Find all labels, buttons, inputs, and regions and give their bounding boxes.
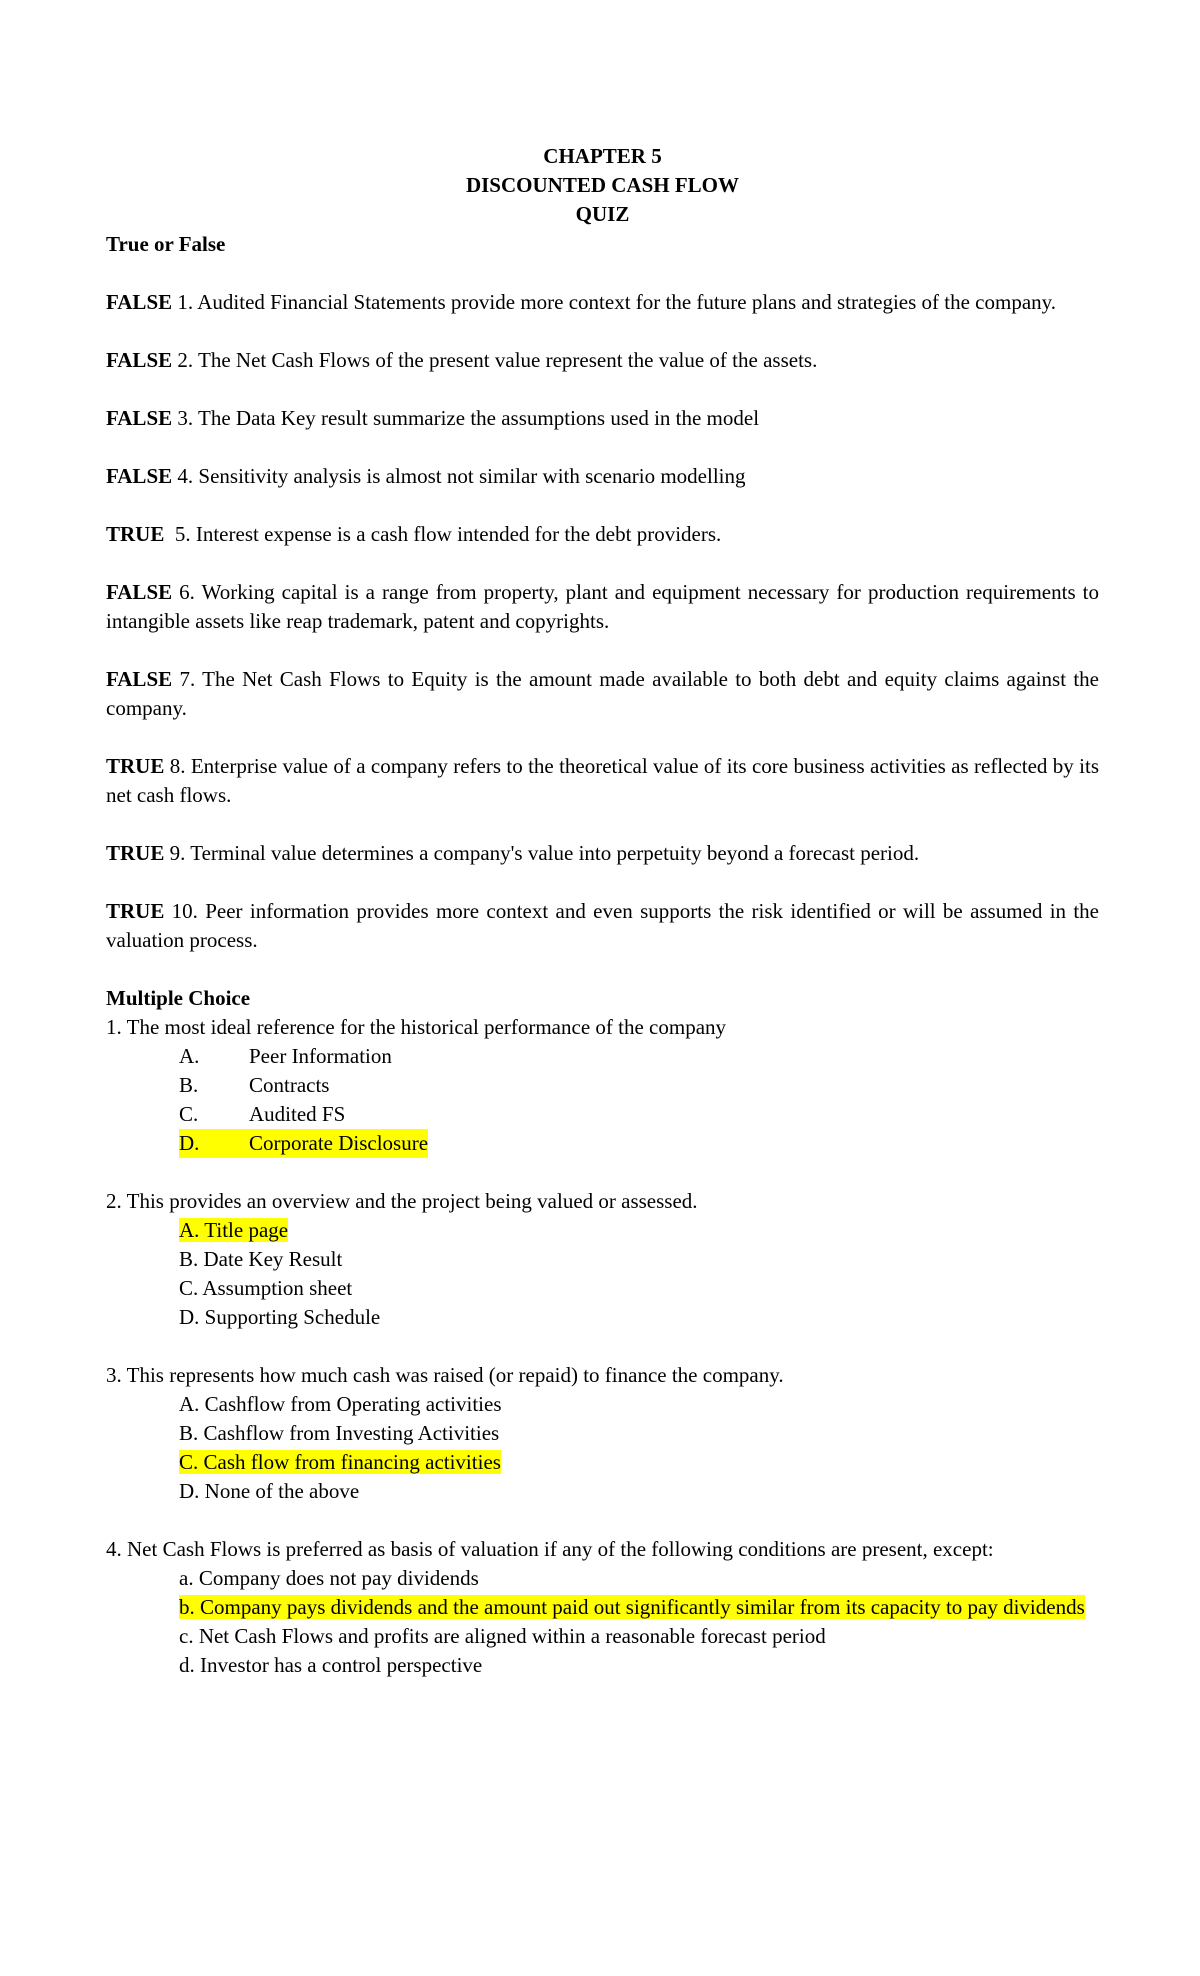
- tf-number: 9.: [164, 841, 186, 865]
- true-false-item: [106, 462, 1099, 491]
- tf-answer: TRUE: [106, 522, 165, 546]
- mc-question: [106, 1535, 1099, 1680]
- choice-letter: C.: [179, 1102, 199, 1126]
- true-false-item: [106, 839, 1099, 868]
- document-title: DISCOUNTED CASH FLOW: [465, 173, 740, 197]
- tf-statement: Sensitivity analysis is almost not similar with scenario modelling: [193, 464, 746, 488]
- mc-question: [106, 1187, 1099, 1332]
- tf-number: 10.: [164, 899, 198, 923]
- choice-text: D. None of the above: [179, 1479, 360, 1503]
- tf-number: 7.: [172, 667, 196, 691]
- multiple-choice-list: [106, 1013, 1099, 1680]
- choice-text: B. Date Key Result: [179, 1247, 343, 1271]
- document-header: [106, 142, 1099, 229]
- tf-number: 6.: [172, 580, 195, 604]
- mc-choice: [106, 1448, 1099, 1477]
- mc-question: [106, 1361, 1099, 1506]
- true-false-item: [106, 520, 1099, 549]
- mc-question-text: 3. This represents how much cash was raised (or repaid) to finance the company.: [106, 1363, 784, 1387]
- choice-label: Audited FS: [249, 1102, 346, 1126]
- mc-choice: [106, 1564, 1099, 1593]
- mc-choice: [106, 1274, 1099, 1303]
- choice-text: [179, 1071, 329, 1100]
- mc-choice: [106, 1593, 1099, 1622]
- tf-answer: FALSE: [106, 290, 173, 314]
- tf-answer: FALSE: [106, 580, 173, 604]
- tf-answer: FALSE: [106, 464, 173, 488]
- highlighted-answer: A. Title page: [179, 1218, 289, 1242]
- choice-letter: A.: [179, 1044, 200, 1068]
- mc-question-text: 1. The most ideal reference for the historical performance of the company: [106, 1015, 727, 1039]
- tf-answer: FALSE: [106, 348, 173, 372]
- choice-text: B. Cashflow from Investing Activities: [179, 1421, 500, 1445]
- choice-letter: D.: [179, 1131, 200, 1155]
- highlighted-answer: b. Company pays dividends and the amount paid out significantly similar from its capacity to pay dividends: [179, 1595, 1085, 1619]
- choice-label: Peer Information: [249, 1044, 392, 1068]
- tf-statement: Enterprise value of a company refers to the theoretical value of its core business activities as reflected by its net cash flows.: [106, 754, 1100, 807]
- tf-number: 3.: [172, 406, 194, 430]
- choice-text: a. Company does not pay dividends: [179, 1566, 479, 1590]
- choice-text: c. Net Cash Flows and profits are aligned within a reasonable forecast period: [179, 1624, 826, 1648]
- choice-text: [179, 1100, 345, 1129]
- document-content: [106, 142, 1099, 1709]
- true-false-item: [106, 288, 1099, 317]
- mc-choice: [106, 1303, 1099, 1332]
- mc-question-text: 4. Net Cash Flows is preferred as basis of valuation if any of the following conditions are present, except:: [106, 1537, 994, 1561]
- true-false-item: [106, 752, 1099, 810]
- choice-letter: B.: [179, 1073, 199, 1097]
- choice-text: d. Investor has a control perspective: [179, 1653, 483, 1677]
- mc-choice: [106, 1216, 1099, 1245]
- highlighted-answer: C. Cash flow from financing activities: [179, 1450, 501, 1474]
- tf-answer: TRUE: [106, 899, 165, 923]
- tf-number: 1.: [172, 290, 194, 314]
- mc-choice: [106, 1419, 1099, 1448]
- tf-statement: The Data Key result summarize the assumptions used in the model: [193, 406, 760, 430]
- mc-choice: [106, 1245, 1099, 1274]
- choice-label: Corporate Disclosure: [249, 1131, 429, 1155]
- true-false-heading: True or False: [106, 232, 226, 256]
- mc-choice: [106, 1129, 1099, 1158]
- choice-text: D. Supporting Schedule: [179, 1305, 381, 1329]
- tf-answer: FALSE: [106, 406, 173, 430]
- tf-statement: Peer information provides more context and even supports the risk identified or will be assumed in the valuation process.: [106, 899, 1099, 952]
- tf-number: 4.: [172, 464, 194, 488]
- mc-question: [106, 1013, 1099, 1158]
- highlighted-answer: [179, 1129, 428, 1158]
- mc-choice: [106, 1477, 1099, 1506]
- true-false-item: [106, 346, 1099, 375]
- mc-choice: [106, 1390, 1099, 1419]
- tf-answer: TRUE: [106, 841, 165, 865]
- true-false-item: [106, 665, 1099, 723]
- mc-choice: [106, 1651, 1099, 1680]
- mc-choice: [106, 1622, 1099, 1651]
- multiple-choice-heading: Multiple Choice: [106, 986, 251, 1010]
- choice-text: A. Cashflow from Operating activities: [179, 1392, 502, 1416]
- tf-statement: The Net Cash Flows to Equity is the amount made available to both debt and equity claims against the company.: [106, 667, 1100, 720]
- true-false-item: [106, 578, 1099, 636]
- chapter-label: CHAPTER 5: [543, 144, 662, 168]
- tf-number: 8.: [164, 754, 186, 778]
- mc-choice: [106, 1100, 1099, 1129]
- true-false-list: [106, 288, 1099, 955]
- true-false-item: [106, 404, 1099, 433]
- mc-question-text: 2. This provides an overview and the project being valued or assessed.: [106, 1189, 698, 1213]
- tf-statement: Audited Financial Statements provide more context for the future plans and strategies of the company.: [193, 290, 1057, 314]
- tf-statement: Working capital is a range from property, plant and equipment necessary for production requirements to intangible assets like reap trademark, patent and copyrights.: [106, 580, 1099, 633]
- tf-number: 5.: [164, 522, 191, 546]
- tf-statement: Interest expense is a cash flow intended for the debt providers.: [190, 522, 722, 546]
- tf-statement: The Net Cash Flows of the present value represent the value of the assets.: [193, 348, 818, 372]
- tf-number: 2.: [172, 348, 194, 372]
- document-subtitle: QUIZ: [575, 202, 630, 226]
- mc-choice: [106, 1071, 1099, 1100]
- tf-answer: FALSE: [106, 667, 173, 691]
- choice-text: [179, 1042, 392, 1071]
- mc-choice: [106, 1042, 1099, 1071]
- choice-text: C. Assumption sheet: [179, 1276, 353, 1300]
- tf-answer: TRUE: [106, 754, 165, 778]
- choice-label: Contracts: [249, 1073, 330, 1097]
- true-false-item: [106, 897, 1099, 955]
- tf-statement: Terminal value determines a company's value into perpetuity beyond a forecast period.: [185, 841, 920, 865]
